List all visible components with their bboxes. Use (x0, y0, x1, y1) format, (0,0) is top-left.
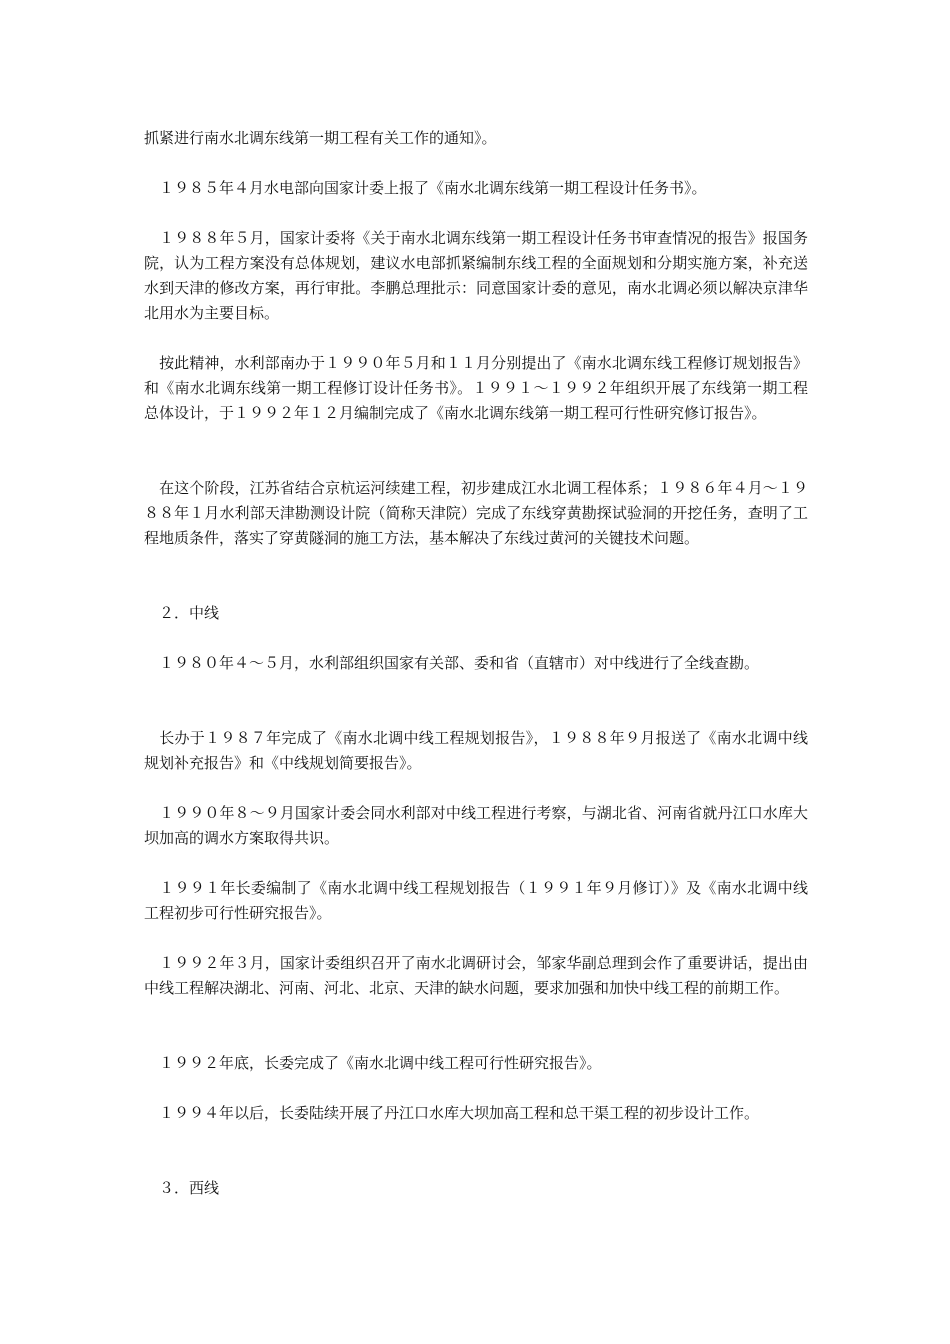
paragraph-jiangsu: 在这个阶段，江苏省结合京杭运河续建工程，初步建成江水北调工程体系；１９８６年４月～１９８８年１月水利部天津勘测设计院（简称天津院）完成了东线穿黄勘探试验洞的开挖任务，查明了工程地质条件，落实了穿黄隧洞的施工方法，基本解决了东线过黄河的关键技术问题。 (144, 479, 808, 547)
paragraph-notice-title-end: 抓紧进行南水北调东线第一期工程有关工作的通知》。 (144, 129, 497, 147)
paragraph-1990-middle: １９９０年８～９月国家计委会同水利部对中线工程进行考察，与湖北省、河南省就丹江口水库大坝加高的调水方案取得共识。 (144, 804, 808, 847)
paragraph-1987: 长办于１９８７年完成了《南水北调中线工程规划报告》，１９８８年９月报送了《南水北调中线规划补充报告》和《中线规划简要报告》。 (144, 729, 808, 772)
paragraph-1992-end: １９９２年底，长委完成了《南水北调中线工程可行性研究报告》。 (144, 1054, 602, 1072)
paragraph-1994: １９９４年以后，长委陆续开展了丹江口水库大坝加高工程和总干渠工程的初步设计工作。 (144, 1104, 760, 1122)
paragraph-1985: １９８５年４月水电部向国家计委上报了《南水北调东线第一期工程设计任务书》。 (144, 179, 707, 197)
paragraph-1991: １９９１年长委编制了《南水北调中线工程规划报告（１９９１年９月修订）》及《南水北调中线工程初步可行性研究报告》。 (144, 879, 808, 922)
paragraph-1990-east: 按此精神，水利部南办于１９９０年５月和１１月分别提出了《南水北调东线工程修订规划报告》和《南水北调东线第一期工程修订设计任务书》。１９９１～１９９２年组织开展了东线第一期工程总体设计，于１９９２年１２月编制完成了《南水北调东线第一期工程可行性研究修订报告》。 (144, 354, 808, 422)
paragraph-1988: １９８８年５月，国家计委将《关于南水北调东线第一期工程设计任务书审查情况的报告》报国务院，认为工程方案没有总体规划，建议水电部抓紧编制东线工程的全面规划和分期实施方案，补充送水到天津的修改方案，再行审批。李鹏总理批示：同意国家计委的意见，南水北调必须以解决京津华北用水为主要目标。 (144, 229, 808, 322)
paragraph-1992-march: １９９２年３月，国家计委组织召开了南水北调研讨会，邹家华副总理到会作了重要讲话，提出由中线工程解决湖北、河南、河北、北京、天津的缺水问题，要求加强和加快中线工程的前期工作。 (144, 954, 808, 997)
section-heading-middle-route: ２．中线 (144, 604, 220, 622)
paragraph-1980: １９８０年４～５月，水利部组织国家有关部、委和省（直辖市）对中线进行了全线查勘。 (144, 654, 760, 672)
section-heading-west-route: ３．西线 (144, 1179, 220, 1197)
